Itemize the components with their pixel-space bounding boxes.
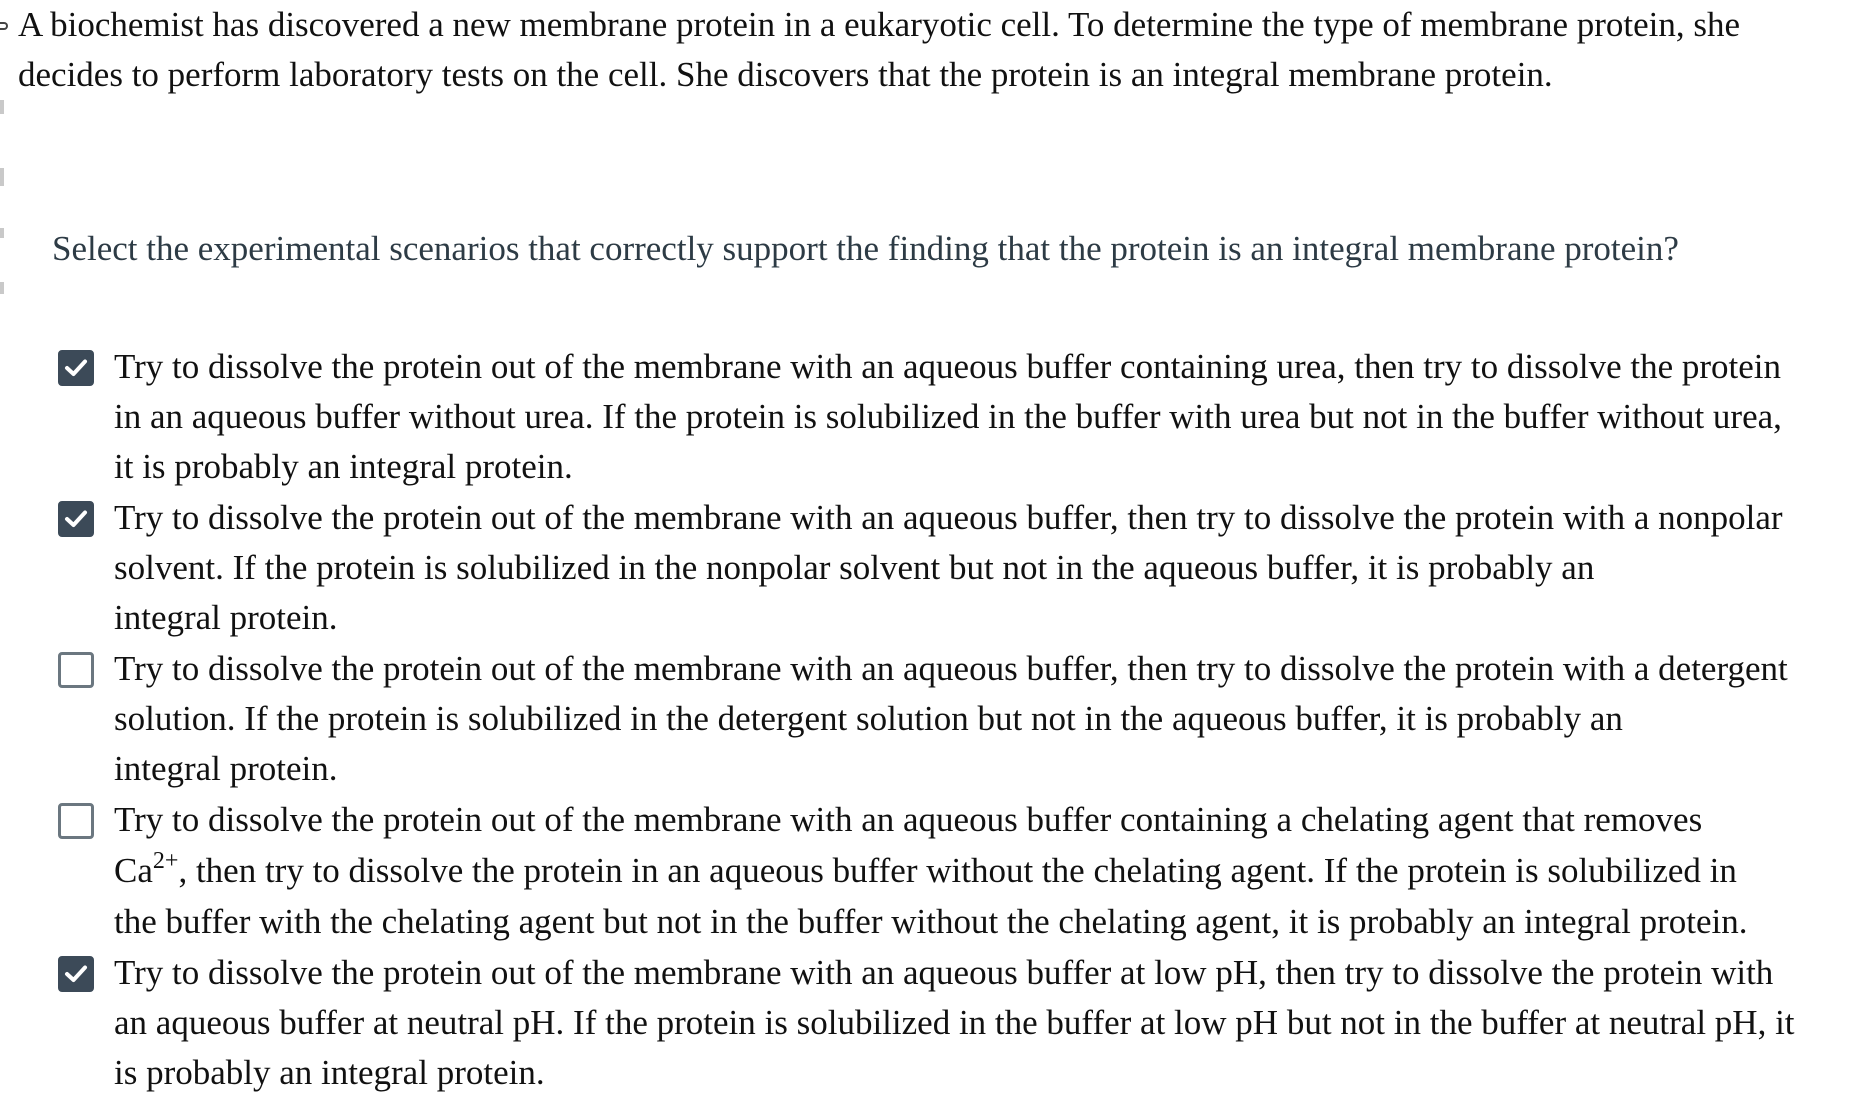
question-stem xyxy=(18,0,1838,100)
question-stem-line: decides to perform laboratory tests on the cell. She discovers that the protein is an integral membrane protein. xyxy=(18,55,1553,94)
checkmark-icon xyxy=(64,963,88,985)
option-text-line: Try to dissolve the protein out of the membrane with an aqueous buffer containing a chelating agent that removes xyxy=(114,800,1703,839)
option-text-line: is probably an integral protein. xyxy=(114,1053,545,1092)
option-text-line: it is probably an integral protein. xyxy=(114,447,573,486)
option-text-line: an aqueous buffer at neutral pH. If the protein is solubilized in the buffer at low pH but not in the buffer at neutral pH, it xyxy=(114,1003,1795,1042)
edge-marker xyxy=(0,282,4,294)
option-text-line: Try to dissolve the protein out of the membrane with an aqueous buffer, then try to dissolve the protein with a nonpolar xyxy=(114,498,1783,537)
checkbox-checked-icon[interactable] xyxy=(58,350,94,386)
option-text-line: Try to dissolve the protein out of the membrane with an aqueous buffer at low pH, then try to dissolve the protein with xyxy=(114,953,1774,992)
option-text-line: solution. If the protein is solubilized in the detergent solution but not in the aqueous buffer, it is probably an xyxy=(114,699,1623,738)
answer-option-1[interactable] xyxy=(58,342,1848,492)
answer-option-4[interactable] xyxy=(58,795,1848,947)
checkbox-unchecked-icon[interactable] xyxy=(58,803,94,839)
checkbox-checked-icon[interactable] xyxy=(58,501,94,537)
checkbox-unchecked-icon[interactable] xyxy=(58,652,94,688)
edge-marker xyxy=(0,168,4,186)
question-stem-line: A biochemist has discovered a new membrane protein in a eukaryotic cell. To determine the type of membrane protein, she xyxy=(18,5,1741,44)
checkmark-icon xyxy=(64,357,88,379)
answer-options xyxy=(58,342,1848,1099)
option-text-fragment: , then try to dissolve the protein in an aqueous buffer without the chelating agent. If the protein is solubilized in xyxy=(178,851,1737,890)
option-text-line: Try to dissolve the protein out of the membrane with an aqueous buffer containing urea, then try to dissolve the protein xyxy=(114,347,1782,386)
answer-option-5[interactable] xyxy=(58,948,1848,1098)
question-prompt: Select the experimental scenarios that correctly support the finding that the protein is an integral membrane protein? xyxy=(52,229,1679,268)
option-text-line: integral protein. xyxy=(114,598,338,637)
checkbox-checked-icon[interactable] xyxy=(58,956,94,992)
option-text-line: the buffer with the chelating agent but not in the buffer without the chelating agent, it is probably an integral protein. xyxy=(114,902,1748,941)
calcium-charge: 2+ xyxy=(152,848,179,874)
checkmark-icon xyxy=(64,508,88,530)
option-text-line: Try to dissolve the protein out of the membrane with an aqueous buffer, then try to dissolve the protein with a detergent xyxy=(114,649,1788,688)
edge-marker xyxy=(0,100,4,114)
option-text-line: solvent. If the protein is solubilized in the nonpolar solvent but not in the aqueous buffer, it is probably an xyxy=(114,548,1595,587)
edge-marker xyxy=(0,228,4,238)
option-text-line: in an aqueous buffer without urea. If the protein is solubilized in the buffer with urea but not in the buffer without urea, xyxy=(114,397,1782,436)
answer-option-3[interactable] xyxy=(58,644,1848,794)
option-text-line: integral protein. xyxy=(114,749,338,788)
answer-option-2[interactable] xyxy=(58,493,1848,643)
calcium-symbol: Ca xyxy=(114,851,153,890)
edge-indicator-icon xyxy=(0,22,8,30)
option-text-line xyxy=(114,845,1848,897)
